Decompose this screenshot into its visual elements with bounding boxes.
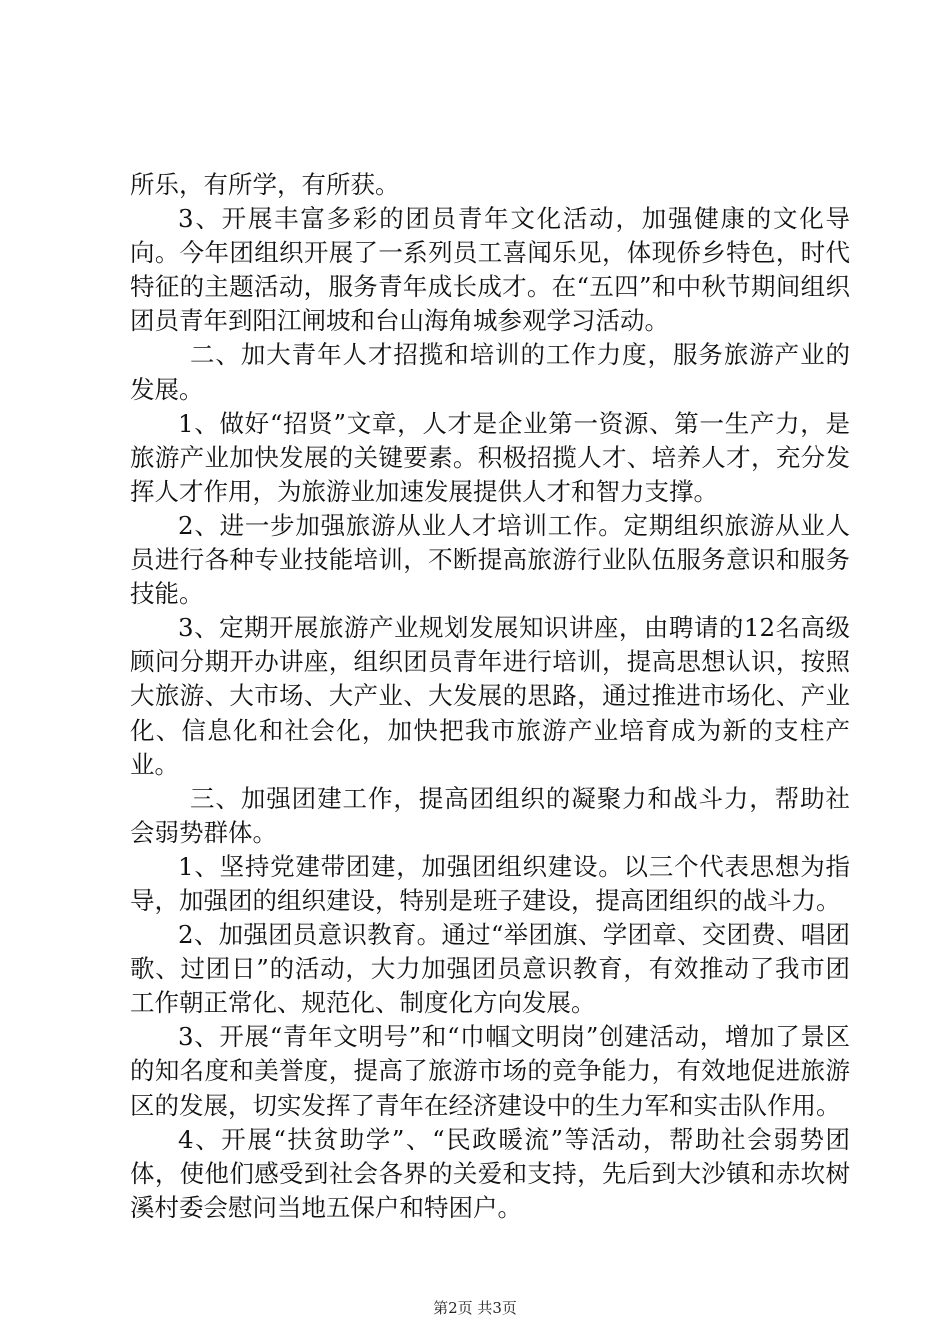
paragraph-item-awareness: 2、加强团员意识教育。通过“举团旗、学团章、交团费、唱团歌、过团日”的活动，大力加强团员意识教育，有效推动了我市团工作朝正常化、规范化、制度化方向发展。: [130, 920, 850, 1018]
paragraph-item-poverty-aid: 4、开展“扶贫助学”、“民政暖流”等活动，帮助社会弱势团体，使他们感受到社会各界的关爱和支持，先后到大沙镇和赤坎树溪村委会慰问当地五保户和特困户。: [130, 1124, 850, 1222]
paragraph-item-lectures: 3、定期开展旅游产业规划发展知识讲座，由聘请的12名高级顾问分期开办讲座，组织团员青年进行培训，提高思想认识，按照大旅游、大市场、大产业、大发展的思路，通过推进市场化、产业化、信息化和社会化，加快把我市旅游产业培育成为新的支柱产业。: [130, 613, 850, 779]
paragraph-item-culture-activities: 3、开展丰富多彩的团员青年文化活动，加强健康的文化导向。今年团组织开展了一系列员工喜闻乐见，体现侨乡特色，时代特征的主题活动，服务青年成长成才。在“五四”和中秋节期间组织团员青年到阳江闸坡和台山海角城参观学习活动。: [130, 204, 850, 336]
paragraph-item-recruit: 1、做好“招贤”文章，人才是企业第一资源、第一生产力，是旅游产业加快发展的关键要素。积极招揽人才、培养人才，充分发挥人才作用，为旅游业加速发展提供人才和智力支撑。: [130, 408, 850, 506]
document-body: [130, 168, 850, 1225]
paragraph-continuation: 所乐，有所学，有所获。: [130, 170, 400, 199]
section-heading-talent: 二、加大青年人才招揽和培训的工作力度，服务旅游产业的发展。: [130, 340, 850, 404]
paragraph-item-party-league: 1、坚持党建带团建，加强团组织建设。以三个代表思想为指导，加强团的组织建设，特别是班子建设，提高团组织的战斗力。: [130, 851, 850, 915]
paragraph-item-training: 2、进一步加强旅游从业人才培训工作。定期组织旅游从业人员进行各种专业技能培训，不断提高旅游行业队伍服务意识和服务技能。: [130, 510, 850, 609]
page-number-footer: 第2页 共3页: [433, 1299, 517, 1317]
paragraph-item-civilization: 3、开展“青年文明号”和“巾帼文明岗”创建活动，增加了景区的知名度和美誉度，提高了旅游市场的竞争能力，有效地促进旅游区的发展，切实发挥了青年在经济建设中的生力军和实击队作用。: [130, 1022, 850, 1120]
section-heading-league-building: 三、加强团建工作，提高团组织的凝聚力和战斗力，帮助社会弱势群体。: [130, 783, 850, 847]
